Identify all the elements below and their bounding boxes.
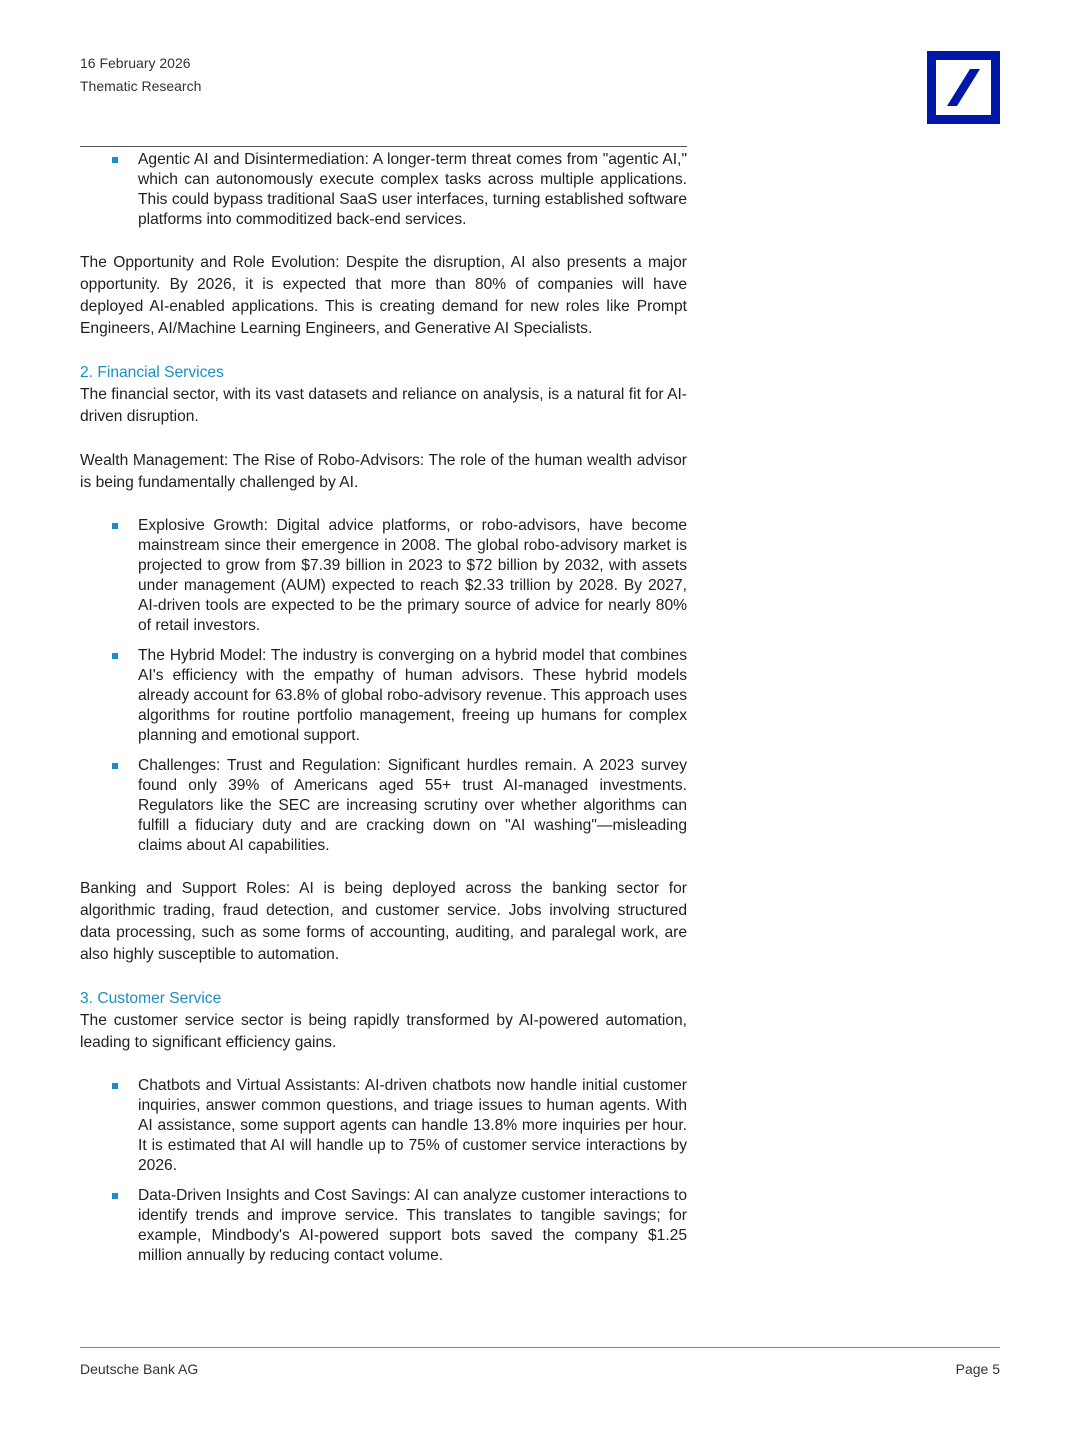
- footer-company: Deutsche Bank AG: [80, 1361, 199, 1377]
- bullet-text: Data-Driven Insights and Cost Savings: AI can analyze customer interactions to identify trends and improve service. This translates to tangible savings; for example, Mindbody's AI-powered support bots saved the company $1.25 million annually by reducing contact volume.: [138, 1187, 687, 1264]
- document-header: [80, 52, 201, 98]
- paragraph-opportunity: The Opportunity and Role Evolution: Despite the disruption, AI also presents a major opportunity. By 2026, it is expected that more than 80% of companies will have deployed AI-enabled applications. This is creating demand for new roles like Prompt Engineers, AI/Machine Learning Engineers, and Generative AI Specialists.: [80, 254, 687, 337]
- report-category: Thematic Research: [80, 78, 202, 94]
- square-bullet-icon: [112, 763, 118, 769]
- bullet-list: [80, 150, 687, 230]
- bullet-text: Explosive Growth: Digital advice platforms, or robo-advisors, have become mainstream since their emergence in 2008. The global robo-advisory market is projected to grow from $7.39 billion in 2023 to $72 billion by 2032, with assets under management (AUM) expected to reach $2.33 trillion by 2028. By 2027, AI-driven tools are expected to be the primary source of advice for nearly 80% of retail investors.: [138, 517, 687, 634]
- paragraph-banking: Banking and Support Roles: AI is being deployed across the banking sector for algorithmic trading, fraud detection, and customer service. Jobs involving structured data processing, such as some forms of accounting, auditing, and paralegal work, are also highly susceptible to automation.: [80, 880, 687, 963]
- square-bullet-icon: [112, 1083, 118, 1089]
- header-divider: [80, 146, 687, 147]
- square-bullet-icon: [112, 157, 118, 163]
- square-bullet-icon: [112, 653, 118, 659]
- section-heading-customer: 3. Customer Service: [80, 990, 222, 1007]
- square-bullet-icon: [112, 1193, 118, 1199]
- list-item: [80, 150, 687, 230]
- slash-logo-icon: [936, 60, 991, 115]
- list-item: [80, 756, 687, 856]
- paragraph-customer-intro: The customer service sector is being rapidly transformed by AI-powered automation, leading to significant efficiency gains.: [80, 1012, 687, 1051]
- bullet-text: Chatbots and Virtual Assistants: AI-driven chatbots now handle initial customer inquiries, answer common questions, and triage issues to human agents. With AI assistance, some support agents can handle 13.8% more inquiries per hour. It is estimated that AI will handle up to 75% of customer service interactions by 2026.: [138, 1077, 687, 1174]
- list-item: [80, 1186, 687, 1266]
- deutsche-bank-logo: [927, 51, 1000, 124]
- bullet-text: The Hybrid Model: The industry is converging on a hybrid model that combines AI's efficiency with the empathy of human advisors. These hybrid models already account for 63.8% of global robo-advisory revenue. This approach uses algorithms for routine portfolio management, freeing up humans for complex planning and emotional support.: [138, 647, 687, 744]
- bullet-list: [80, 516, 687, 856]
- bullet-text: Challenges: Trust and Regulation: Significant hurdles remain. A 2023 survey found only 39% of Americans aged 55+ trust AI-managed investments. Regulators like the SEC are increasing scrutiny over whether algorithms can fulfill a fiduciary duty and are cracking down on "AI washing"—misleading claims about AI capabilities.: [138, 757, 687, 854]
- bullet-text: Agentic AI and Disintermediation: A longer-term threat comes from "agentic AI," which can autonomously execute complex tasks across multiple applications. This could bypass traditional SaaS user interfaces, turning established software platforms into commoditized back-end services.: [138, 151, 687, 228]
- report-date: 16 February 2026: [80, 55, 191, 71]
- list-item: [80, 1076, 687, 1176]
- list-item: [80, 646, 687, 746]
- report-body: [80, 150, 687, 1288]
- page-number: Page 5: [955, 1361, 1000, 1377]
- paragraph-wealth-management: Wealth Management: The Rise of Robo-Advisors: The role of the human wealth advisor is being fundamentally challenged by AI.: [80, 452, 687, 491]
- section-heading-financial: 2. Financial Services: [80, 364, 224, 381]
- bullet-list: [80, 1076, 687, 1266]
- paragraph-financial-intro: The financial sector, with its vast datasets and reliance on analysis, is a natural fit for AI-driven disruption.: [80, 386, 687, 425]
- footer-divider: [80, 1347, 1000, 1348]
- list-item: [80, 516, 687, 636]
- square-bullet-icon: [112, 523, 118, 529]
